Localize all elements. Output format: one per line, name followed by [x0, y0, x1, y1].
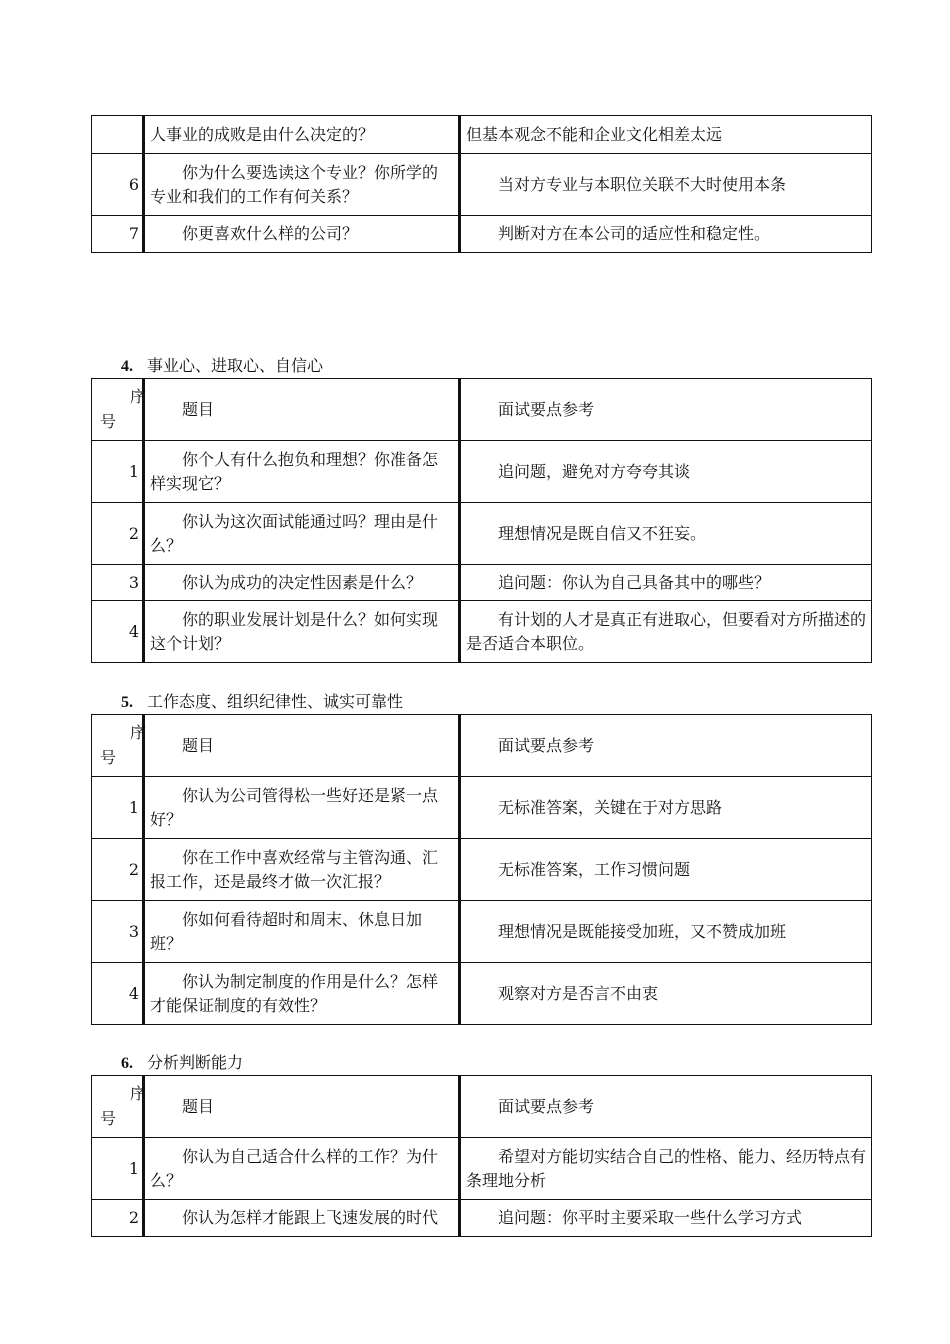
- row-number: 2: [92, 1200, 144, 1237]
- section-5-table: [91, 714, 872, 1025]
- section-4-heading: [121, 356, 323, 377]
- answer-cell: [460, 154, 872, 216]
- answer-cell: 无标准答案，关键在于对方思路: [460, 777, 872, 839]
- question-cell: [144, 116, 460, 154]
- table-row: [92, 601, 872, 663]
- question-cell: 你个人有什么抱负和理想？你准备怎样实现它？: [144, 441, 460, 503]
- question-cell: 你认为成功的决定性因素是什么？: [144, 565, 460, 601]
- question-cell: 你认为这次面试能通过吗？理由是什么？: [144, 503, 460, 565]
- row-number: 2: [92, 503, 144, 565]
- answer-cell: [460, 216, 872, 253]
- answer-cell: 无标准答案，工作习惯问题: [460, 839, 872, 901]
- row-number: 1: [92, 777, 144, 839]
- table-header-row: [92, 715, 872, 777]
- table-row: [92, 901, 872, 963]
- table-row: [92, 565, 872, 601]
- table-row: [92, 216, 872, 253]
- table-row: [92, 1200, 872, 1237]
- section-6-table: [91, 1075, 872, 1237]
- section-number: 5.: [121, 694, 133, 711]
- row-number: 6: [92, 154, 144, 216]
- table-row: [92, 154, 872, 216]
- row-number: 3: [92, 901, 144, 963]
- question-cell: 你如何看待超时和周末、休息日加班？: [144, 901, 460, 963]
- header-number: 序 号: [92, 715, 144, 777]
- answer-cell: 理想情况是既能接受加班，又不赞成加班: [460, 901, 872, 963]
- header-number: 序 号: [92, 1076, 144, 1138]
- table-row: [92, 777, 872, 839]
- question-cell: 你认为自己适合什么样的工作？为什么？: [144, 1138, 460, 1200]
- header-answer: 面试要点参考: [460, 715, 872, 777]
- answer-cell: 有计划的人才是真正有进取心，但要看对方所描述的是否适合本职位。: [460, 601, 872, 663]
- section-title: 工作态度、组织纪律性、诚实可靠性: [147, 692, 404, 711]
- section-4-table: [91, 378, 872, 663]
- table-row: [92, 839, 872, 901]
- table-header-row: [92, 379, 872, 441]
- section-title: 分析判断能力: [147, 1053, 244, 1072]
- table-row: [92, 503, 872, 565]
- row-number: 1: [92, 1138, 144, 1200]
- table-row: [92, 441, 872, 503]
- row-number: 2: [92, 839, 144, 901]
- table-row: [92, 116, 872, 154]
- table-row: [92, 963, 872, 1025]
- section-5-heading: [121, 692, 403, 713]
- answer-cell: 追问题，避免对方夸夸其谈: [460, 441, 872, 503]
- header-answer: 面试要点参考: [460, 1076, 872, 1138]
- header-number: 序 号: [92, 379, 144, 441]
- question-cell: [144, 216, 460, 253]
- answer-cell: 希望对方能切实结合自己的性格、能力、经历特点有条理地分析: [460, 1138, 872, 1200]
- row-number: 3: [92, 565, 144, 601]
- table-row: [92, 1138, 872, 1200]
- question-cell: 你认为怎样才能跟上飞速发展的时代: [144, 1200, 460, 1237]
- answer-cell: 理想情况是既自信又不狂妄。: [460, 503, 872, 565]
- question-cell: 你在工作中喜欢经常与主管沟通、汇报工作，还是最终才做一次汇报？: [144, 839, 460, 901]
- question-text: 人事业的成败是由什么决定的？: [150, 124, 375, 144]
- row-number: 4: [92, 963, 144, 1025]
- header-answer: 面试要点参考: [460, 379, 872, 441]
- answer-cell: [460, 116, 872, 154]
- section-6-heading: [121, 1053, 243, 1074]
- question-text: 你为什么要选读这个专业？你所学的专业和我们的工作有何关系？: [150, 162, 439, 206]
- row-number: 1: [92, 441, 144, 503]
- question-text: 你更喜欢什么样的公司？: [182, 224, 359, 243]
- section-number: 4.: [121, 358, 133, 375]
- question-cell: 你认为制定制度的作用是什么？怎样才能保证制度的有效性？: [144, 963, 460, 1025]
- question-cell: 你的职业发展计划是什么？如何实现这个计划？: [144, 601, 460, 663]
- top-table: [91, 115, 872, 253]
- section-title: 事业心、进取心、自信心: [147, 356, 324, 375]
- answer-text: 但基本观念不能和企业文化相差太远: [466, 124, 723, 144]
- section-number: 6.: [121, 1055, 133, 1072]
- answer-cell: 追问题：你认为自己具备其中的哪些？: [460, 565, 872, 601]
- question-cell: [144, 154, 460, 216]
- row-number: 7: [92, 216, 144, 253]
- answer-cell: 追问题：你平时主要采取一些什么学习方式: [460, 1200, 872, 1237]
- row-number: 4: [92, 601, 144, 663]
- answer-cell: 观察对方是否言不由衷: [460, 963, 872, 1025]
- answer-text: 判断对方在本公司的适应性和稳定性。: [498, 224, 771, 243]
- table-header-row: [92, 1076, 872, 1138]
- question-cell: 你认为公司管得松一些好还是紧一点好？: [144, 777, 460, 839]
- answer-text: 当对方专业与本职位关联不大时使用本条: [498, 174, 787, 194]
- header-question: 题目: [144, 379, 460, 441]
- row-number: [92, 116, 144, 154]
- header-question: 题目: [144, 715, 460, 777]
- header-question: 题目: [144, 1076, 460, 1138]
